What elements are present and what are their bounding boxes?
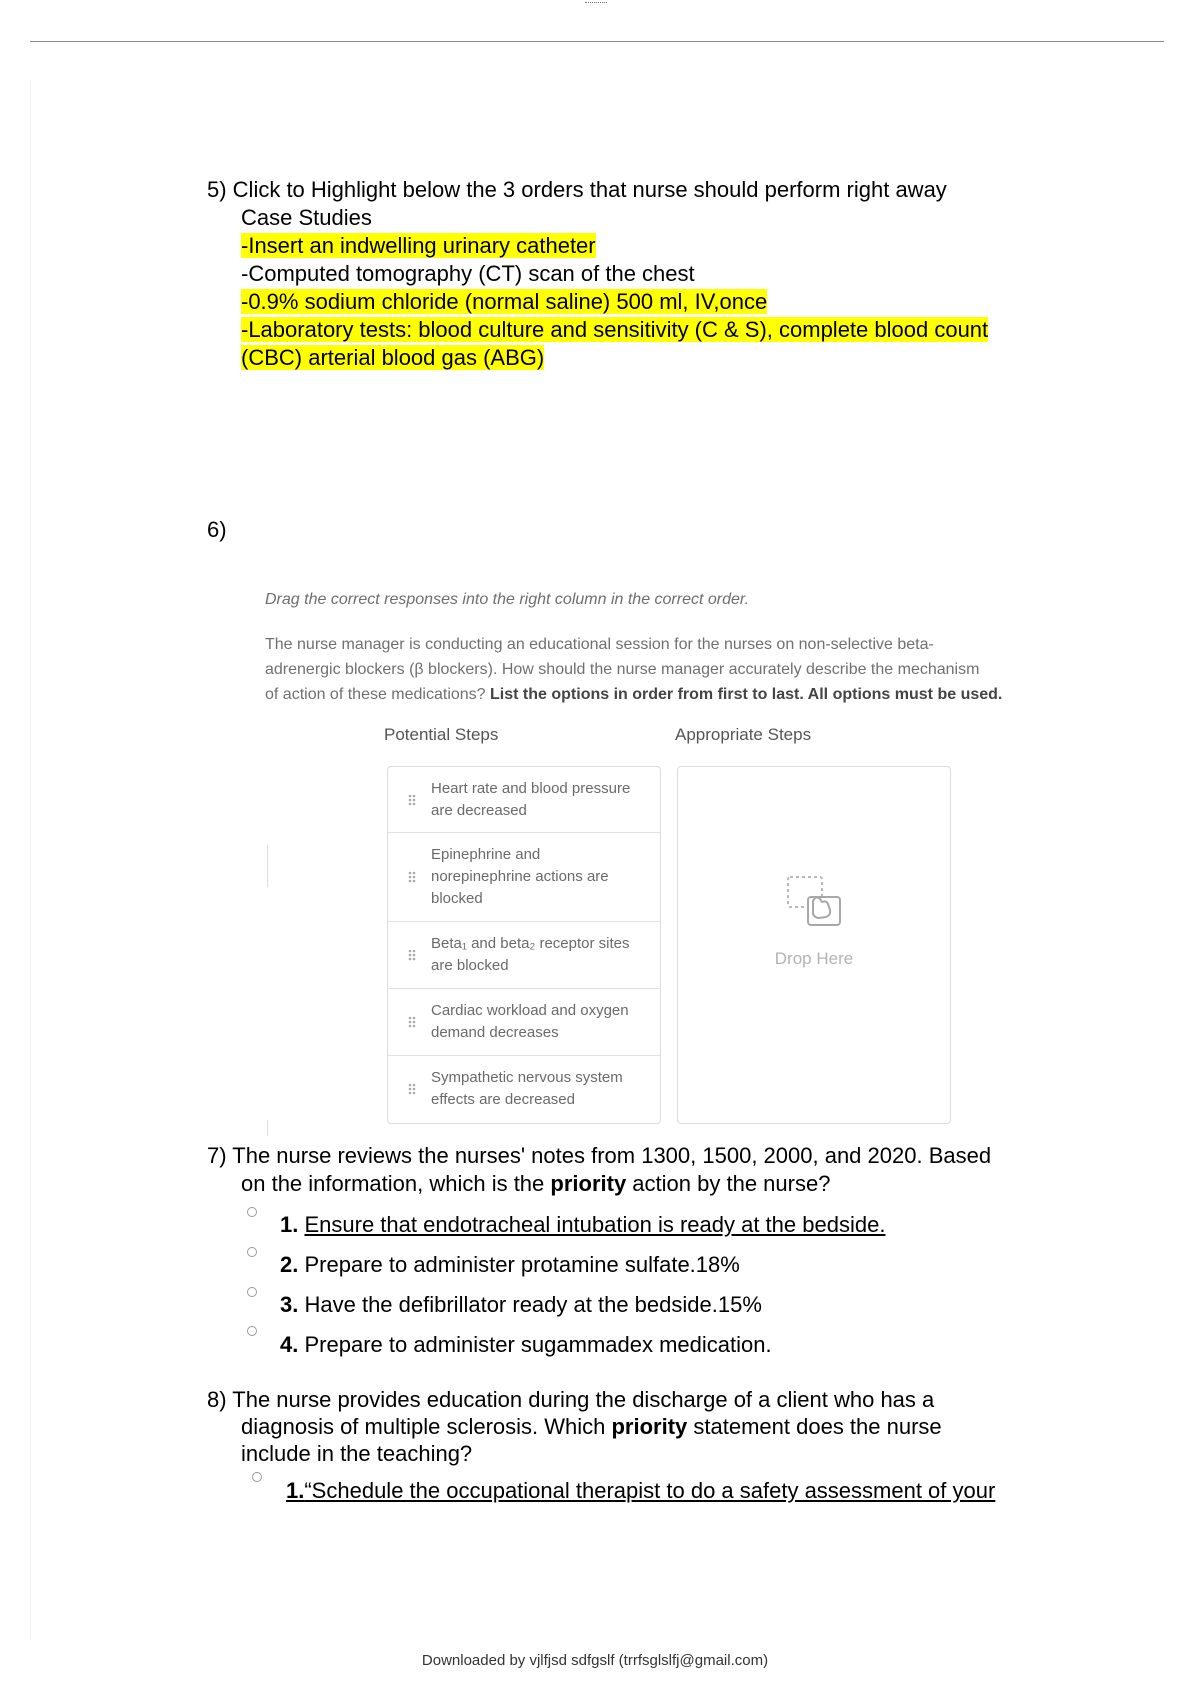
q6-stem-line-3: of action of these medications?: [265, 686, 491, 703]
step-2-line-3: blocked: [431, 890, 483, 907]
q7-option-3[interactable]: [280, 1292, 762, 1318]
step-2-line-2: norepinephrine actions are: [431, 868, 609, 885]
q6-stem-bold: List the options in order from first to last. All options must be used.: [490, 686, 1003, 703]
q8-option-1[interactable]: [286, 1478, 995, 1504]
option-text: Prepare to administer sugammadex medication.: [304, 1332, 772, 1357]
drag-handle-icon[interactable]: [408, 949, 416, 961]
step-5-line-2: effects are decreased: [431, 1091, 575, 1108]
drag-handle-icon[interactable]: [408, 794, 416, 806]
potential-steps-list: [387, 766, 661, 1124]
option-percentage: 15%: [717, 1292, 762, 1317]
q7-priority-word: priority: [550, 1171, 627, 1196]
q8-option-1-radio[interactable]: [252, 1472, 262, 1482]
drop-here-label: Drop Here: [774, 949, 854, 968]
option-text: “Schedule the occupational therapist to do a safety assessment of your: [304, 1478, 996, 1503]
option-text: Ensure that endotracheal intubation is ready at the bedside.: [304, 1212, 886, 1237]
q6-stem: [265, 632, 1085, 707]
q7-option-4-radio[interactable]: [247, 1326, 257, 1336]
step-5-line-1: Sympathetic nervous system: [431, 1069, 623, 1086]
q7-option-3-radio[interactable]: [247, 1287, 257, 1297]
appropriate-steps-header: Appropriate Steps: [675, 725, 812, 744]
draggable-step-1[interactable]: [388, 767, 660, 833]
q7-prompt-text: on the information, which is the: [241, 1171, 551, 1196]
step-1-line-2: are decreased: [431, 802, 527, 819]
draggable-step-3[interactable]: [388, 922, 660, 989]
q6-number: 6): [207, 517, 227, 542]
q5-prompt: 5) Click to Highlight below the 3 orders that nurse should perform right away: [207, 177, 947, 202]
q6-stem-line-2: adrenergic blockers (β blockers). How should the nurse manager accurately describe the mechanism: [265, 661, 980, 678]
q8-priority-word: priority: [611, 1414, 688, 1439]
option-number: 4.: [280, 1332, 299, 1357]
drag-handle-icon[interactable]: [408, 1083, 416, 1095]
q5-order-4[interactable]: -Laboratory tests: blood culture and sensitivity (C & S), complete blood count: [241, 317, 989, 342]
option-number: 2.: [280, 1252, 299, 1277]
q7-prompt-line-1: 7) The nurse reviews the nurses' notes from 1300, 1500, 2000, and 2020. Based: [207, 1143, 992, 1168]
download-footer: Downloaded by vjlfjsd sdfgslf (trrfsglslfj@gmail.com): [421, 1652, 769, 1669]
option-percentage: 18%: [695, 1252, 740, 1277]
option-number: 3.: [280, 1292, 299, 1317]
step-3-line-2: are blocked: [431, 957, 509, 974]
q5-order-1[interactable]: -Insert an indwelling urinary catheter: [241, 233, 596, 258]
option-number: 1.: [286, 1478, 305, 1503]
step-4-line-2: demand decreases: [431, 1024, 559, 1041]
potential-steps-header: Potential Steps: [384, 725, 499, 744]
q6-instruction: Drag the correct responses into the right column in the correct order.: [265, 591, 750, 608]
q7-option-2[interactable]: [280, 1252, 740, 1278]
drag-drop-hand-icon: [786, 875, 844, 938]
option-text: Prepare to administer protamine sulfate.: [304, 1252, 696, 1277]
q8-prompt-text-end: statement does the nurse: [687, 1414, 942, 1439]
header-mark: [585, 0, 607, 3]
q8-prompt-line-1: 8) The nurse provides education during the discharge of a client who has a: [207, 1387, 935, 1412]
q7-option-1-radio[interactable]: [247, 1207, 257, 1217]
q8-prompt-line-2: [241, 1413, 942, 1441]
q5-subtitle: Case Studies: [241, 205, 372, 230]
option-number: 1.: [280, 1212, 299, 1237]
step-2-line-1: Epinephrine and: [431, 846, 541, 863]
step-3-line-1: Beta₁ and beta₂ receptor sites: [431, 935, 630, 952]
q7-option-2-radio[interactable]: [247, 1247, 257, 1257]
scroll-marker: [267, 845, 268, 887]
option-text: Have the defibrillator ready at the bedside.: [304, 1292, 718, 1317]
q7-prompt-line-2: [241, 1170, 830, 1198]
draggable-step-5[interactable]: [388, 1056, 660, 1123]
q7-prompt-text-end: action by the nurse?: [626, 1171, 831, 1196]
q8-prompt-line-3: include in the teaching?: [241, 1441, 473, 1466]
scroll-marker: [267, 1120, 268, 1136]
header-rule: [30, 41, 1164, 42]
drop-zone[interactable]: [677, 766, 951, 1124]
drag-handle-icon[interactable]: [408, 871, 416, 883]
q6-stem-line-1: The nurse manager is conducting an educational session for the nurses on non-selective beta-: [265, 636, 934, 653]
drag-handle-icon[interactable]: [408, 1016, 416, 1028]
q7-option-1[interactable]: [280, 1212, 885, 1238]
page-edge: [30, 80, 31, 1640]
q8-prompt-text: diagnosis of multiple sclerosis. Which: [241, 1414, 612, 1439]
draggable-step-4[interactable]: [388, 989, 660, 1056]
step-4-line-1: Cardiac workload and oxygen: [431, 1002, 629, 1019]
q7-option-4[interactable]: [280, 1332, 772, 1358]
q5-order-3[interactable]: -0.9% sodium chloride (normal saline) 500 ml, IV,once: [241, 289, 768, 314]
step-1-line-1: Heart rate and blood pressure: [431, 780, 631, 797]
q5-order-2[interactable]: -Computed tomography (CT) scan of the chest: [241, 261, 695, 286]
draggable-step-2[interactable]: [388, 833, 660, 922]
q5-order-4-cont[interactable]: (CBC) arterial blood gas (ABG): [241, 345, 545, 370]
